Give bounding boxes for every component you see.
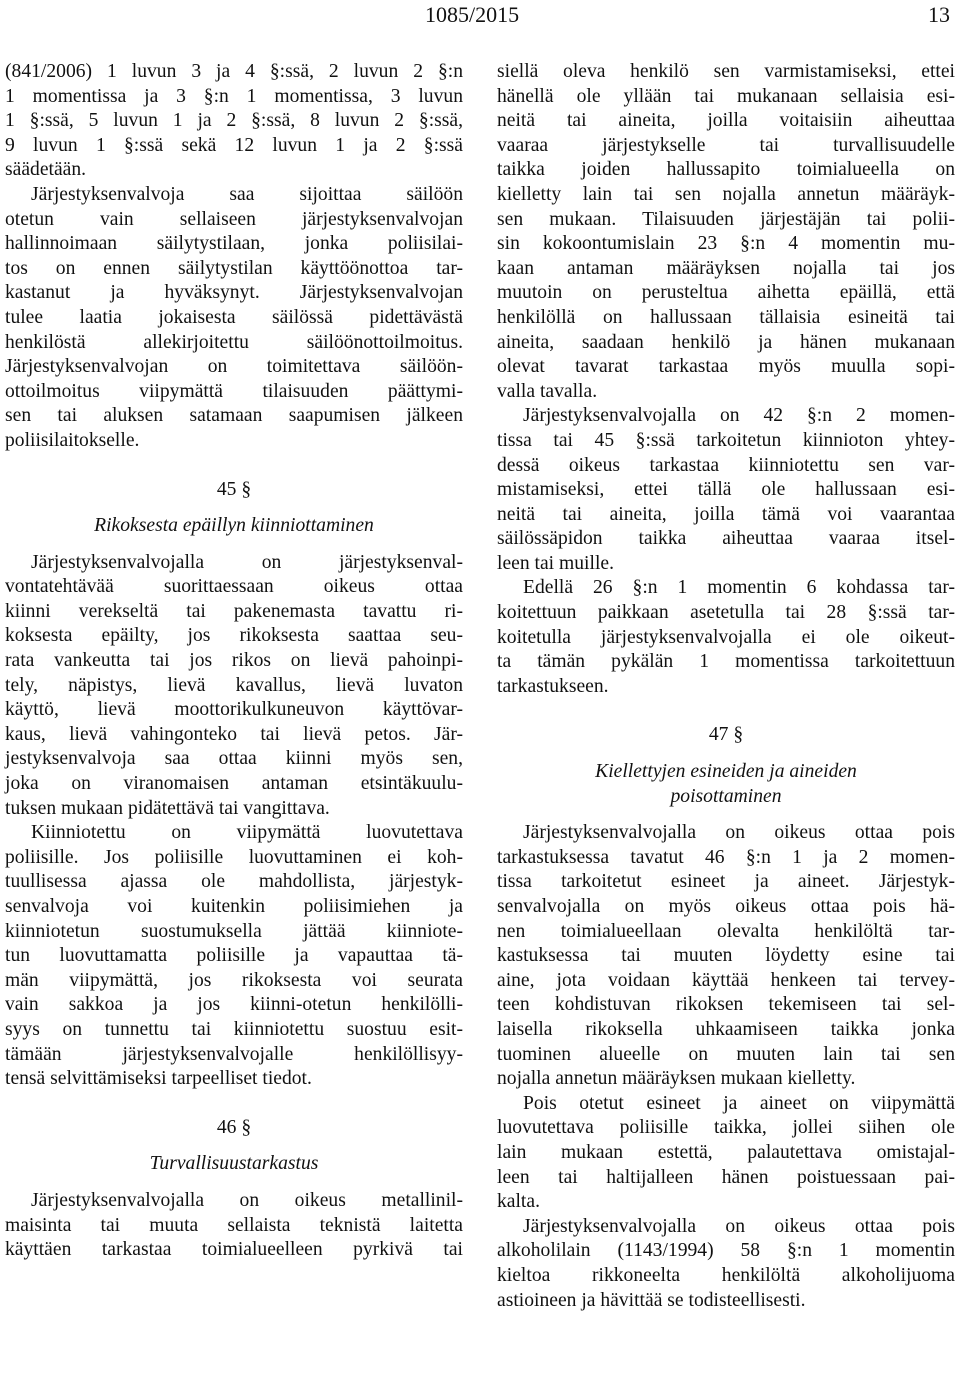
text-line: olevat tavarat tarkastaa myös muulla sopi- xyxy=(497,356,955,378)
text-line: nen toimialueellaan olevalta henkilöltä tar- xyxy=(497,920,955,942)
text-line: dessä oikeus tarkastaa kiinniotettu sen var- xyxy=(497,454,955,476)
section-title-line: Kiellettyjen esineiden ja aineiden xyxy=(595,761,857,783)
section-number: 45 § xyxy=(216,478,252,500)
text-line: tuksen mukaan pidätettävä tai vangittava. xyxy=(5,797,330,819)
page-header xyxy=(0,0,960,30)
text-line: Järjestyksenvalvoja saa sijoittaa säilöön xyxy=(31,183,463,205)
paragraph xyxy=(497,1215,955,1313)
section-title: Rikoksesta epäillyn kiinniottaminen xyxy=(94,515,374,537)
text-line: leen tai haltijalleen hänen poistuessaan pai- xyxy=(497,1166,955,1188)
text-line: säilössäpidon taikka aiheuttaa vaaraa itsel- xyxy=(497,528,955,550)
text-line: neitä tai aineita, joilla tämä voi vaarantaa xyxy=(497,503,955,525)
text-line: lain mukaan estettä, palautettava omistajal- xyxy=(497,1141,955,1163)
text-line: 1 §:ssä, 5 luvun 1 ja 2 §:ssä, 8 luvun 2 §:ssä, xyxy=(5,110,463,132)
text-line: kastanut ja hyväksynyt. Järjestyksenvalvojan xyxy=(5,282,463,304)
text-line: 9 luvun 1 §:ssä sekä 12 luvun 1 ja 2 §:ssä xyxy=(5,134,463,156)
text-line: alkoholilain (1143/1994) 58 §:n 1 momentin xyxy=(497,1240,955,1262)
text-line: astioineen ja hävittää se todisteellisesti. xyxy=(497,1289,806,1311)
text-line: (841/2006) 1 luvun 3 ja 4 §:ssä, 2 luvun 2 §:n xyxy=(5,61,463,82)
text-line: tulee laatia jokaisesta säilössä pidettävästä xyxy=(5,306,463,328)
text-line: kieltoa rikkoneelta henkilöltä alkoholijuoma xyxy=(497,1264,955,1286)
text-line: aineita, saadaan henkilö ja hänen mukanaan xyxy=(497,331,955,353)
text-line: teen kohdistuvan rikoksen tekemiseen tai sel- xyxy=(497,994,955,1016)
text-line: Pois otetut esineet ja aineet on viipymättä xyxy=(523,1092,955,1114)
text-line: syys on tunnettu tai kiinniotettu suostuu esit- xyxy=(5,1018,463,1040)
text-line: kaus, lievä vahingonteko tai lievä petos. Jär- xyxy=(5,723,463,745)
paragraph xyxy=(497,60,955,404)
text-line: mistamiseksi, ettei tällä ole hallussaan esi- xyxy=(497,479,955,501)
text-line: poliisilaitokselle. xyxy=(5,429,140,451)
text-line: luovutettava poliisille taikka, jollei siihen ole xyxy=(497,1117,955,1139)
paragraph xyxy=(5,821,463,1092)
text-line: sen tai aluksen satamaan saapumisen jälkeen xyxy=(5,405,463,427)
text-line: laisella rikoksella uhkaamiseen taikka jonka xyxy=(497,1018,955,1040)
paragraph xyxy=(5,183,463,454)
text-line: valla tavalla. xyxy=(497,380,598,402)
text-line: män viipymättä, jos rikoksesta voi seurata xyxy=(5,969,463,991)
text-line: nojalla annetun määräyksen mukaan kielletty. xyxy=(497,1068,856,1090)
text-line: vontatehtävää suorittaessaan oikeus ottaa xyxy=(5,576,463,598)
left-column xyxy=(5,60,463,1263)
text-line: tos on ennen säilytystilan käyttöönottoa tar- xyxy=(5,257,463,279)
text-line: säädetään. xyxy=(5,159,87,181)
text-line: Järjestyksenvalvojalla on oikeus metallinil- xyxy=(31,1189,463,1211)
text-line: Järjestyksenvalvojan on toimitettava säilöön- xyxy=(5,356,463,378)
section-number: 46 § xyxy=(216,1116,252,1138)
text-line: tämään järjestyksenvalvojalle henkilöllisyy- xyxy=(5,1043,463,1065)
text-line: ottoilmoitus viipymättä tilaisuuden päättymi- xyxy=(5,380,463,402)
text-line: kiinniotetun suostumuksella jättää kiinniote- xyxy=(5,920,463,942)
paragraph xyxy=(497,404,955,576)
text-line: sin kokoontumislain 23 §:n 4 momentin mu- xyxy=(497,233,955,255)
paragraph xyxy=(497,1092,955,1215)
text-line: muutoin on perusteltua aihetta epäillä, että xyxy=(497,282,955,304)
text-line: leen tai muille. xyxy=(497,552,614,574)
paragraph xyxy=(5,1189,463,1263)
text-line: hallinnoimaan säilytystilaan, jonka poliisilai- xyxy=(5,233,463,255)
text-line: kalta. xyxy=(497,1191,540,1213)
text-line: kaan antaman määräyksen nojalla tai jos xyxy=(497,257,955,279)
text-line: 1 momentissa ja 3 §:n 1 momentissa, 3 luvun xyxy=(5,85,463,107)
text-line: kiinni verekseltä tai pakenemasta tavattu ri- xyxy=(5,600,463,622)
text-line: henkilöstä allekirjoitettu säilöönottoilmoitus. xyxy=(5,331,463,353)
text-line: rata vankeutta tai jos rikos on lievä pahoinpi- xyxy=(5,650,463,672)
text-line: senvalvojalla on myös oikeus ottaa pois hä- xyxy=(497,896,955,917)
page-number: 13 xyxy=(928,2,950,27)
text-line: vain sakkoa ja jos kiinni-otetun henkilölli- xyxy=(5,994,463,1016)
text-line: sen mukaan. Tilaisuuden järjestäjän tai polii- xyxy=(497,208,955,230)
text-line: kastuksessa tai muuten löydetty esine tai xyxy=(497,945,955,967)
text-line: maisinta tai muuta sellaista teknistä laitetta xyxy=(5,1214,463,1236)
text-line: neitä tai aineita, joilla voitaisiin aiheuttaa xyxy=(497,110,955,132)
text-line: Kiinniotettu on viipymättä luovutettava xyxy=(31,822,463,844)
paragraph xyxy=(5,60,463,183)
text-line: tensä selvittämiseksi tarpeelliset tiedot. xyxy=(5,1068,312,1090)
text-line: poliisille. Jos poliisille luovuttaminen ei koh- xyxy=(5,846,463,868)
text-line: tarkastukseen. xyxy=(497,675,609,697)
text-line: Edellä 26 §:n 1 momentin 6 kohdassa tar- xyxy=(523,577,955,599)
paragraph xyxy=(497,576,955,699)
text-line: koksesta epäilty, jos rikoksesta saattaa seu- xyxy=(5,625,463,647)
text-line: tissa tarkoitetut esineet ja aineet. Järjestyk- xyxy=(497,871,955,893)
text-line: vaaraa järjestykselle tai turvallisuudelle xyxy=(497,134,955,156)
text-line: Järjestyksenvalvojalla on 42 §:n 2 momen- xyxy=(523,405,955,427)
text-line: koitetulla järjestyksenvalvojalla ei ole oikeut- xyxy=(497,626,955,648)
text-line: henkilöllä on hallussaan tällaisia esineitä tai xyxy=(497,306,955,328)
text-line: Järjestyksenvalvojalla on oikeus ottaa pois xyxy=(523,1215,955,1237)
text-line: Järjestyksenvalvojalla on järjestyksenval- xyxy=(31,551,463,573)
text-line: tun luovuttamatta poliisille ja vapauttaa tä- xyxy=(5,945,463,967)
right-column xyxy=(497,60,955,1313)
text-line: tely, näpistys, lievä kavallus, lievä luvaton xyxy=(5,674,463,696)
paragraph xyxy=(5,551,463,822)
text-line: senvalvoja voi kuitenkin poliisimiehen ja xyxy=(5,896,463,917)
text-line: siellä oleva henkilö sen varmistamiseksi, ettei xyxy=(497,61,955,82)
section-number: 47 § xyxy=(708,724,744,746)
text-line: aine, jota voidaan käyttää henkeen tai tervey- xyxy=(497,969,955,991)
text-line: jestyksenvalvoja saa ottaa kiinni myös sen, xyxy=(5,748,463,770)
paragraph xyxy=(497,821,955,1092)
section-title: Turvallisuustarkastus xyxy=(149,1153,319,1175)
text-line: Järjestyksenvalvojalla on oikeus ottaa pois xyxy=(523,822,955,844)
text-line: tissa tai 45 §:ssä tarkoitetun kiinnioton yhtey- xyxy=(497,429,955,451)
text-line: koitettuun paikkaan asetetulla tai 28 §:ssä tar- xyxy=(497,602,955,624)
text-line: tuullisessa ajassa ole mahdollista, järjestyk- xyxy=(5,871,463,893)
text-line: käyttö, lievä moottorikulkuneuvon käyttövar- xyxy=(5,699,463,721)
text-line: joka on viranomaisen antaman etsintäkuulu- xyxy=(5,773,463,795)
text-line: otetun vain sellaiseen järjestyksenvalvojan xyxy=(5,208,463,230)
text-line: kielletty lain tai sen nojalla annetun määräyk- xyxy=(497,183,955,205)
text-line: hänellä ole yllään tai mukanaan sellaisia esi- xyxy=(497,85,955,107)
text-line: käyttäen tarkastaa toimialueelleen pyrkivä tai xyxy=(5,1239,463,1261)
document-number: 1085/2015 xyxy=(425,2,520,27)
text-line: ta tämän pykälän 1 momentissa tarkoitettuun xyxy=(497,651,955,673)
section-title-line: poisottaminen xyxy=(670,785,782,807)
text-line: tuominen alueelle on muuten lain tai sen xyxy=(497,1043,955,1065)
text-line: taikka joiden hallussapito toimialueella on xyxy=(497,159,955,181)
text-line: tarkastuksessa tavatut 46 §:n 1 ja 2 momen- xyxy=(497,846,955,868)
